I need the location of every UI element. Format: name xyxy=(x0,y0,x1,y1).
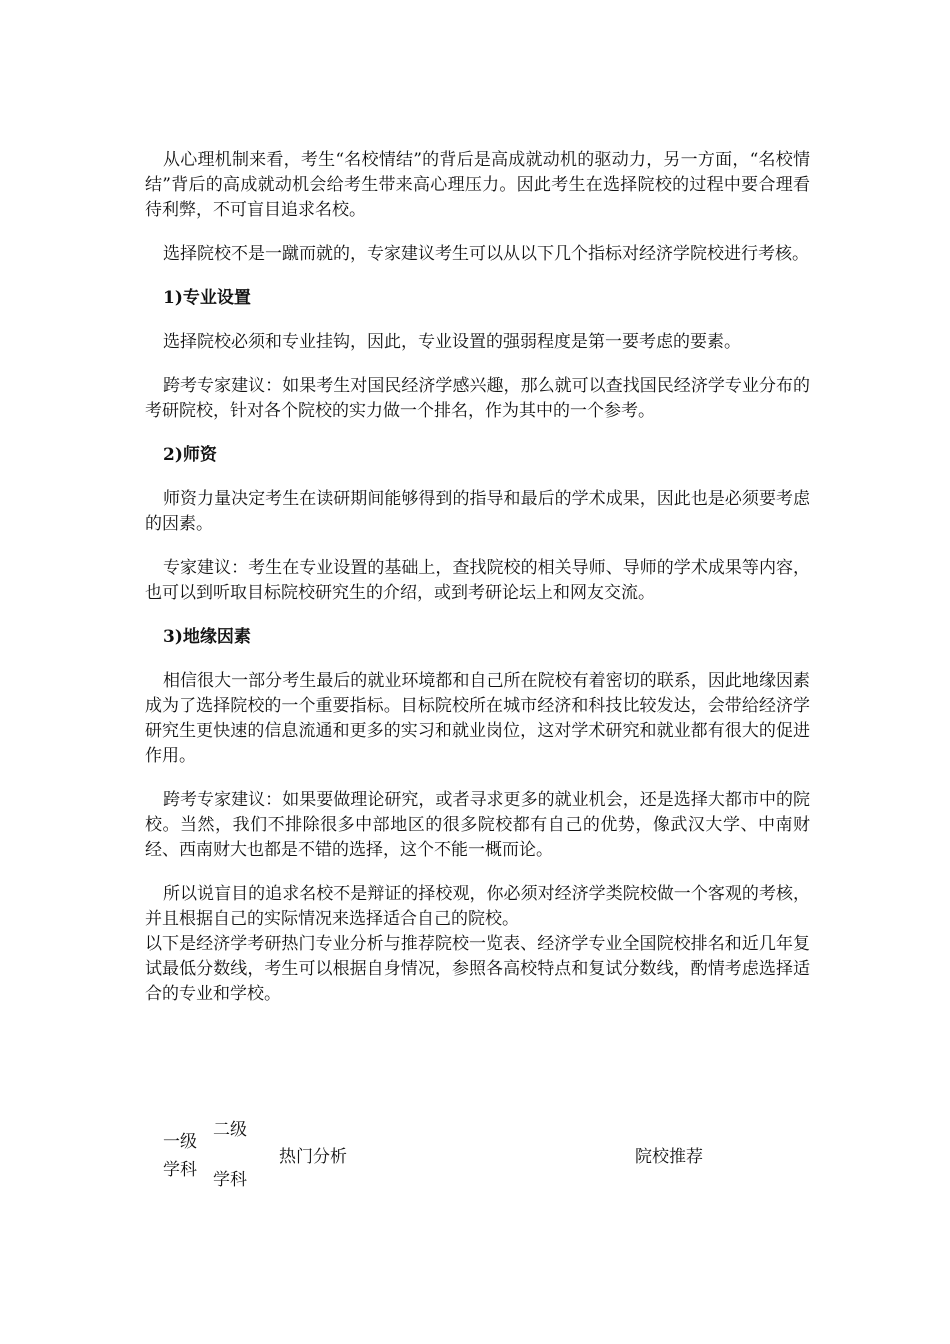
header-primary-discipline-line2: 学科 xyxy=(163,1160,197,1180)
paragraph-major-advice: 跨考专家建议：如果考生对国民经济学感兴趣，那么就可以查找国民经济学专业分布的考研院校，针对各个院校的实力做一个排名，作为其中的一个参考。 xyxy=(145,376,810,421)
header-primary-discipline-line1: 一级 xyxy=(163,1132,197,1152)
paragraph-selection-intro: 选择院校不是一蹴而就的，专家建议考生可以从以下几个指标对经济学院校进行考核。 xyxy=(163,244,809,264)
paragraph-geography: 相信很大一部分考生最后的就业环境都和自己所在院校有着密切的联系，因此地缘因素成为了选择院校的一个重要指标。目标院校所在城市经济和科技比较发达，会带给经济学研究生更快速的信息流通和更多的实习和就业岗位，这对学术研究和就业都有很大的促进作用。 xyxy=(145,671,810,766)
heading-faculty: 2)师资 xyxy=(163,445,217,465)
header-secondary-discipline-line1: 二级 xyxy=(213,1120,247,1140)
paragraph-major-setup: 选择院校必须和专业挂钩，因此，专业设置的强弱程度是第一要考虑的要素。 xyxy=(163,332,741,352)
paragraph-faculty: 师资力量决定考生在读研期间能够得到的指导和最后的学术成果，因此也是必须要考虑的因素。 xyxy=(145,489,810,534)
header-secondary-discipline-line2: 学科 xyxy=(213,1170,247,1190)
paragraph-geography-advice: 跨考专家建议：如果要做理论研究，或者寻求更多的就业机会，还是选择大都市中的院校。当然，我们不排除很多中部地区的很多院校都有自己的优势，像武汉大学、中南财经、西南财大也都是不错的选择，这个不能一概而论。 xyxy=(145,790,810,860)
heading-major-setup: 1)专业设置 xyxy=(163,288,251,308)
table-header xyxy=(145,1118,810,1198)
paragraph-psychology: 从心理机制来看，考生“名校情结”的背后是高成就动机的驱动力，另一方面，“名校情结”背后的高成就动机会给考生带来高心理压力。因此考生在选择院校的过程中要合理看待利弊，不可盲目追求名校。 xyxy=(145,150,810,220)
paragraph-conclusion: 所以说盲目的追求名校不是辩证的择校观，你必须对经济学类院校做一个客观的考核，并且根据自己的实际情况来选择适合自己的院校。 xyxy=(145,884,810,929)
header-school-recommendation: 院校推荐 xyxy=(635,1147,703,1167)
header-popular-analysis: 热门分析 xyxy=(279,1147,347,1167)
paragraph-faculty-advice: 专家建议：考生在专业设置的基础上，查找院校的相关导师、导师的学术成果等内容，也可以到听取目标院校研究生的介绍，或到考研论坛上和网友交流。 xyxy=(145,558,810,603)
document-body xyxy=(145,148,810,1007)
heading-geography: 3)地缘因素 xyxy=(163,627,251,647)
paragraph-table-intro: 以下是经济学考研热门专业分析与推荐院校一览表、经济学专业全国院校排名和近几年复试最低分数线，考生可以根据自身情况，参照各高校特点和复试分数线，酌情考虑选择适合的专业和学校。 xyxy=(145,934,810,1004)
